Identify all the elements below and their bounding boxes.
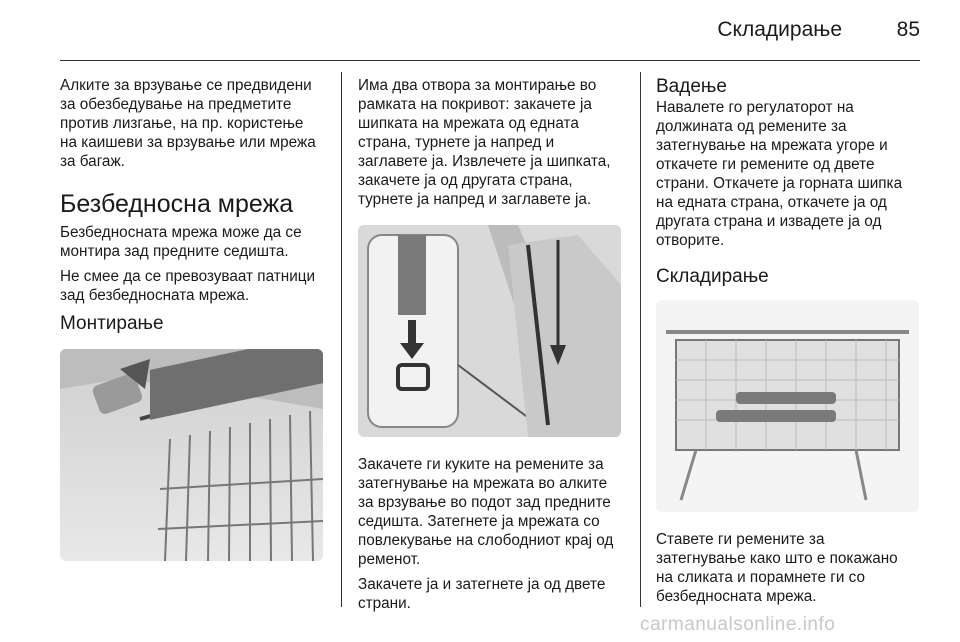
section-heading: Безбедносна мрежа — [60, 190, 294, 218]
page-number: 85 — [896, 18, 920, 41]
column-1 — [60, 76, 330, 579]
paragraph: Навалете го регулаторот на должината од ремените за затегнување на мрежата угоре и откачете ги ремените од двете страни. Откачете ја горната шипка на едната страна, откачете ја од другата страна и извадете ја од отворите. — [656, 99, 903, 249]
mounting-illustration — [60, 349, 323, 561]
header-rule — [60, 60, 920, 61]
column-3 — [656, 76, 926, 612]
paragraph: Безбедносната мрежа може да се монтира зад предните седишта. — [60, 224, 302, 260]
watermark: carmanualsonline.info — [640, 614, 836, 635]
paragraph: Не смее да се превозуваат патници зад безбедносната мрежа. — [60, 268, 316, 304]
subheading: Монтирање — [60, 313, 164, 334]
paragraph: Закачете ги куките на ремените за затегнување на мрежата во алките за врзување во подот зад предните седишта. Затегнете ја мрежата со повлекување на слободниот крај од ременот. — [358, 456, 614, 568]
storage-illustration — [656, 300, 919, 512]
subheading: Вадење — [656, 76, 727, 97]
paragraph: Ставете ги ремените за затегнување како што е покажано на сликата и порамнете ги со безбедносната мрежа. — [656, 531, 898, 605]
paragraph: Има два отвора за монтирање во рамката на покривот: закачете ја шипката на мрежата од едната страна, турнете ја напред и заглавете ја. Извлечете ја шипката, закачете ја од другата страна, турнете ја напред и заглавете ја. — [358, 77, 611, 208]
intro-paragraph: Алките за врзување се предвидени за обезбедување на предметите против лизгање, на пр. користење на каишеви за врзување или мрежа за багаж. — [60, 77, 316, 170]
subheading: Складирање — [656, 266, 769, 287]
header-title: Складирање — [717, 18, 842, 41]
column-divider-1 — [341, 72, 342, 607]
column-2 — [358, 76, 628, 619]
column-divider-2 — [640, 72, 641, 607]
paragraph: Закачете ја и затегнете ја од двете страни. — [358, 576, 606, 612]
hook-illustration — [358, 225, 621, 437]
